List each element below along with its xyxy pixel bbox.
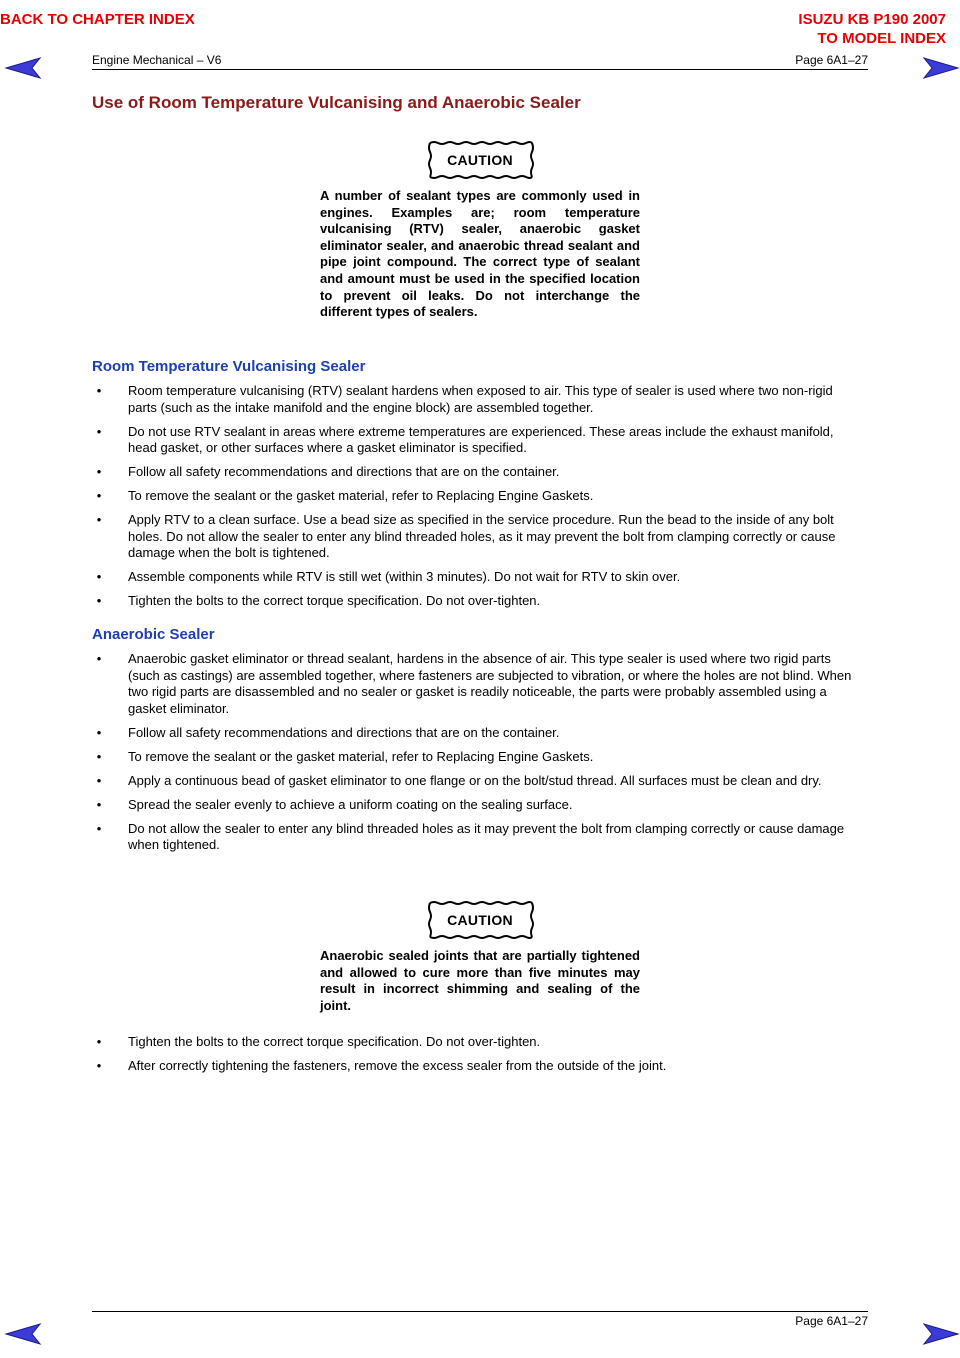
list-item: • Follow all safety recommendations and directions that are on the container. (92, 464, 862, 481)
final-list (92, 1034, 862, 1082)
bullet-icon: • (96, 569, 102, 584)
prev-page-arrow-bottom[interactable] (4, 1322, 44, 1346)
bullet-icon: • (96, 593, 102, 608)
caution-block-2 (320, 900, 640, 1014)
list-item: • Room temperature vulcanising (RTV) sealant hardens when exposed to air. This type of sealer is used where two non-rigid parts (such as the intake manifold and the engine block) are assembled together. (92, 383, 862, 416)
list-item: • Apply RTV to a clean surface. Use a bead size as specified in the service procedure. Run the bead to the inside of any bolt holes. Do not allow the sealer to enter any blind threaded holes, as it may prevent the bolt from clamping correctly or cause damage when the bolt is tightened. (92, 512, 862, 562)
bullet-icon: • (96, 748, 102, 764)
right-arrow-icon (920, 56, 960, 80)
bullet-icon: • (96, 772, 102, 788)
rtv-heading: Room Temperature Vulcanising Sealer (92, 358, 366, 375)
list-item: • Apply a continuous bead of gasket eliminator to one flange or on the bolt/stud thread. All surfaces must be clean and dry. (92, 773, 862, 790)
list-item: • To remove the sealant or the gasket material, refer to Replacing Engine Gaskets. (92, 749, 862, 766)
header-rule (92, 69, 868, 70)
page-title: Use of Room Temperature Vulcanising and Anaerobic Sealer (92, 93, 581, 112)
rtv-list (92, 383, 862, 617)
list-item: • Follow all safety recommendations and directions that are on the container. (92, 725, 862, 742)
anaerobic-list (92, 651, 862, 861)
back-to-chapter-index-link[interactable]: BACK TO CHAPTER INDEX (0, 11, 195, 28)
list-item: • Tighten the bolts to the correct torque specification. Do not over-tighten. (92, 593, 862, 610)
list-item: • Assemble components while RTV is still wet (within 3 minutes). Do not wait for RTV to skin over. (92, 569, 862, 586)
bullet-icon: • (96, 820, 102, 836)
caution-badge (424, 900, 536, 940)
next-page-arrow-top[interactable] (920, 56, 960, 80)
caution-label: CAUTION (447, 912, 513, 928)
model-title-link[interactable]: ISUZU KB P190 2007 (798, 11, 946, 28)
bullet-icon: • (96, 423, 102, 439)
bullet-icon: • (96, 488, 102, 503)
list-item: • Do not allow the sealer to enter any blind threaded holes as it may prevent the bolt from clamping correctly or cause damage when tightened. (92, 821, 862, 854)
bullet-icon: • (96, 796, 102, 812)
list-item: • To remove the sealant or the gasket material, refer to Replacing Engine Gaskets. (92, 488, 862, 505)
header-page-number: Page 6A1–27 (795, 53, 868, 67)
list-item: • Do not use RTV sealant in areas where extreme temperatures are experienced. These areas include the exhaust manifold, head gasket, or other surfaces where a gasket eliminator is specified. (92, 424, 862, 457)
list-item: • After correctly tightening the fasteners, remove the excess sealer from the outside of the joint. (92, 1058, 862, 1075)
footer-page-number: Page 6A1–27 (795, 1314, 868, 1328)
caution-badge (424, 140, 536, 180)
list-item: • Anaerobic gasket eliminator or thread sealant, hardens in the absence of air. This type sealer is used where two rigid parts (such as castings) are assembled together, where fasteners are subjected to vibration, or where the holes are not blind. When two rigid parts are disassembled and no sealer or gasket is readily noticeable, the parts were probably assembled using a gasket eliminator. (92, 651, 862, 717)
anaerobic-heading: Anaerobic Sealer (92, 626, 215, 643)
to-model-index-link[interactable]: TO MODEL INDEX (817, 30, 946, 47)
left-arrow-icon (4, 56, 44, 80)
right-arrow-icon (920, 1322, 960, 1346)
list-item: • Tighten the bolts to the correct torque specification. Do not over-tighten. (92, 1034, 862, 1051)
prev-page-arrow-top[interactable] (4, 56, 44, 80)
left-arrow-icon (4, 1322, 44, 1346)
next-page-arrow-bottom[interactable] (920, 1322, 960, 1346)
bullet-icon: • (96, 1058, 102, 1073)
bullet-icon: • (96, 464, 102, 479)
list-item: • Spread the sealer evenly to achieve a uniform coating on the sealing surface. (92, 797, 862, 814)
bullet-icon: • (96, 724, 102, 740)
bullet-icon: • (96, 651, 102, 666)
caution-label: CAUTION (447, 152, 513, 168)
caution-text: Anaerobic sealed joints that are partially tightened and allowed to cure more than five minutes may result in incorrect shimming and sealing of the joint. (320, 948, 640, 1013)
footer-rule (92, 1311, 868, 1312)
bullet-icon: • (96, 512, 102, 527)
bullet-icon: • (96, 383, 102, 398)
section-name: Engine Mechanical – V6 (92, 53, 222, 67)
caution-text: A number of sealant types are commonly used in engines. Examples are; room temperature vulcanising (RTV) sealer, anaerobic gasket eliminator sealer, and anaerobic thread sealant and pipe joint compound. The correct type of sealant and amount must be used in the specified location to prevent oil leaks. Do not interchange the different types of sealers. (320, 188, 640, 320)
caution-block-1 (320, 140, 640, 321)
bullet-icon: • (96, 1034, 102, 1049)
